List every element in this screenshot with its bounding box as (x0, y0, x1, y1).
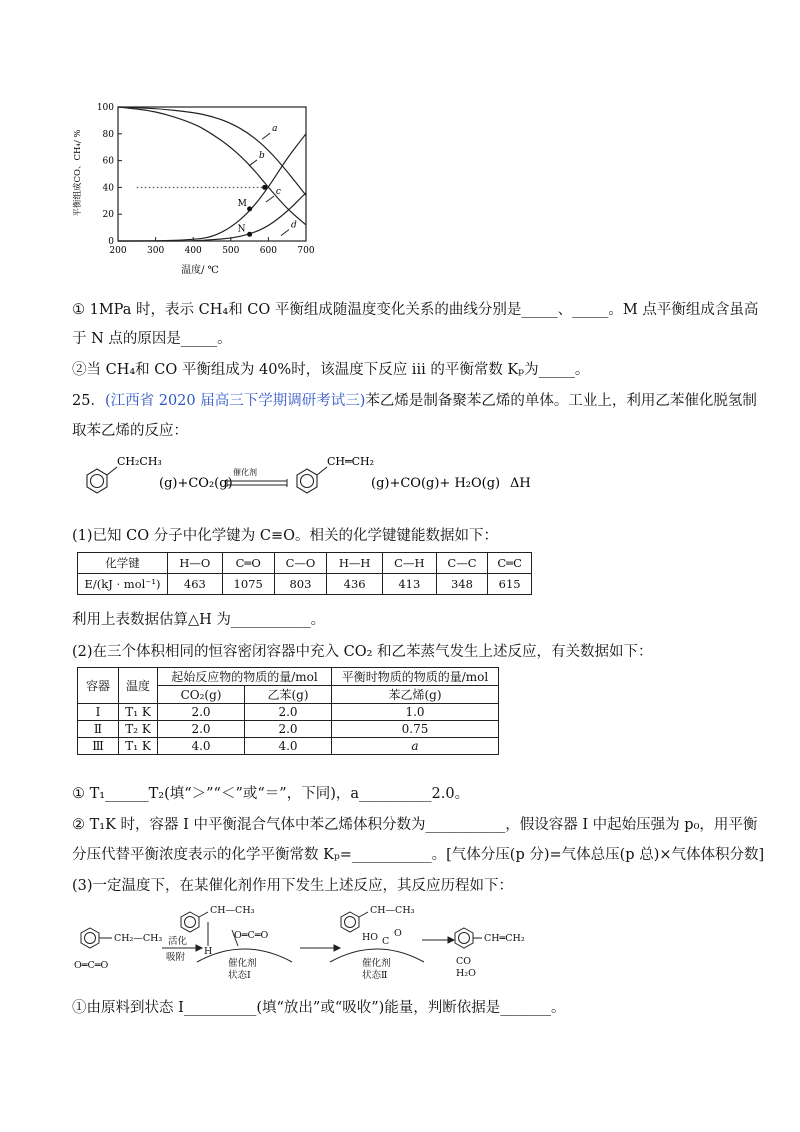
arrow1-bottom: 吸附 (166, 952, 186, 963)
state1-catalyst: 催化剂 (228, 958, 257, 969)
problem-25-number: 25． (72, 393, 105, 409)
bond-cell: 413 (383, 574, 437, 595)
state2-c: C (382, 936, 390, 947)
bond-cell: 348 (436, 574, 488, 595)
section2-q2-line2: 分压代替平衡浓度表示的化学平衡常数 Kₚ=___________。[气体分压(p 分)=气体总压(p 总)×气体体积分数] (72, 847, 765, 863)
table-row: Ⅲ T₁ K 4.0 4.0 a (78, 738, 499, 755)
section2-q2-line1: ② T₁K 时，容器 I 中平衡混合气体中苯乙烯体积分数为___________，假设容器 I 中起始压强为 p₀，用平衡 (72, 817, 758, 833)
section3-q1: ①由原料到状态 I__________(填“放出”或“吸收”)能量，判断依据是_______。 (72, 1000, 566, 1016)
section1-intro: (1)已知 CO 分子中化学键为 C≡O。相关的化学键键能数据如下： (72, 528, 498, 544)
y-tick-label: 0 (108, 237, 114, 247)
bond-cell: 463 (168, 574, 223, 595)
bond-energy-table (77, 552, 532, 595)
section2-q1: ① T₁______T₂(填“＞”“＜”或“＝”，下同)，a__________2.0。 (72, 786, 470, 802)
bond-cell: H—O (168, 553, 223, 574)
problem-25-source: (江西省 2020 届高三下学期调研考试三) (104, 393, 366, 409)
bond-table-row (78, 574, 532, 595)
bond-cell: C═O (222, 553, 274, 574)
x-tick-label: 500 (222, 246, 240, 256)
reactant-co2: O═C═O (74, 960, 109, 971)
table-row: Ⅰ T₁ K 2.0 2.0 1.0 (78, 704, 499, 721)
bond-cell: E/(kJ · mol⁻¹) (78, 574, 168, 595)
bond-cell: 615 (488, 574, 532, 595)
table-header: 温度 (119, 668, 158, 704)
x-tick-label: 200 (109, 246, 127, 256)
point-marker (247, 232, 252, 237)
series-line-a (118, 107, 306, 198)
equation-left: (g)+CO₂(g) (159, 476, 233, 491)
benzene-ring-ethylbenzene (87, 467, 117, 493)
table-header: 起始反应物的物质的量/mol (158, 668, 332, 686)
mechanism-diagram (72, 900, 572, 988)
q1-line1: ① 1MPa 时，表示 CH₄和 CO 平衡组成随温度变化关系的曲线分别是_____、_____。M 点平衡组成含虽高 (72, 302, 759, 318)
equilibrium-arrow (227, 479, 287, 487)
product-chain: CH═CH₂ (484, 933, 525, 944)
series-line-d (118, 193, 306, 241)
y-tick-label: 60 (102, 156, 114, 167)
y-tick-label: 80 (102, 129, 114, 140)
x-tick-label: 700 (297, 246, 315, 256)
point-label-M: M (237, 198, 247, 209)
series-pointer-d (281, 230, 289, 236)
series-label-d: d (290, 220, 297, 231)
product-co: CO (456, 956, 472, 967)
state2-chain: CH—CH₃ (370, 905, 415, 916)
x-tick-label: 400 (184, 246, 202, 256)
bond-cell: 化学键 (78, 553, 168, 574)
bond-cell: C—O (274, 553, 327, 574)
x-tick-label: 300 (147, 246, 165, 256)
series-line-b (118, 107, 306, 225)
point-marker (247, 206, 252, 211)
table-header: 乙苯(g) (245, 686, 332, 704)
state2-ho: HO (362, 932, 379, 943)
point-label-N: N (237, 224, 246, 235)
state1-chain: CH—CH₃ (210, 905, 255, 916)
table-row: Ⅱ T₂ K 2.0 2.0 0.75 (78, 721, 499, 738)
bond-table-header (78, 553, 532, 574)
chart-xlabel: 温度/ ℃ (181, 265, 219, 276)
table-header: CO₂(g) (158, 686, 245, 704)
product-h2o: H₂O (456, 968, 476, 979)
chart-ylabel: 平衡组成CO、CH₄/ % (73, 129, 83, 217)
bond-cell: 803 (274, 574, 327, 595)
q2-line: ②当 CH₄和 CO 平衡组成为 40%时，该温度下反应 iii 的平衡常数 Kₚ为_____。 (72, 362, 590, 378)
bond-cell: 436 (327, 574, 383, 595)
x-tick-label: 600 (259, 246, 277, 256)
container-table (77, 667, 499, 755)
equation-delta-h: ΔH (510, 476, 531, 491)
equilibrium-chart (70, 95, 330, 285)
table-header: 平衡时物质的物质的量/mol (332, 668, 499, 686)
section2-intro: (2)在三个体积相同的恒容密闭容器中充入 CO₂ 和乙苯蒸气发生上述反应，有关数据如下： (72, 644, 653, 660)
section3-intro: (3)一定温度下，在某催化剂作用下发生上述反应，其反应历程如下： (72, 878, 514, 894)
y-tick-label: 20 (102, 210, 114, 221)
catalyst-label: 催化剂 (233, 468, 257, 477)
point-marker (262, 185, 267, 190)
equation-right: (g)+CO(g)+ H₂O(g) (371, 476, 501, 491)
table-header: 苯乙烯(g) (332, 686, 499, 704)
state2-catalyst: 催化剂 (362, 958, 391, 969)
reaction-equation (75, 445, 555, 505)
bond-cell: C—H (383, 553, 437, 574)
state1-co2: O═C═O (234, 930, 269, 941)
series-pointer-c (266, 196, 274, 202)
problem-25-line1 (72, 391, 757, 411)
series-label-a: a (272, 124, 278, 135)
benzene-ring-styrene (297, 467, 327, 493)
section1-after: 利用上表数据估算△H 为___________。 (72, 612, 326, 628)
state1-label: 状态Ⅰ (228, 970, 251, 981)
bond-cell: 1075 (222, 574, 274, 595)
series-pointer-a (262, 133, 270, 139)
y-tick-label: 40 (102, 183, 114, 194)
bond-cell: C═C (488, 553, 532, 574)
ethylbenzene-chain: CH₂CH₃ (117, 455, 162, 468)
bond-cell: C—C (436, 553, 488, 574)
y-tick-label: 100 (96, 103, 114, 113)
series-pointer-b (249, 160, 257, 166)
plot-frame (118, 107, 306, 241)
state2-label: 状态Ⅱ (362, 970, 388, 981)
bond-cell: H—H (327, 553, 383, 574)
series-label-c: c (275, 187, 281, 198)
reactant-chain: CH₂—CH₃ (114, 933, 163, 944)
problem-25-line2: 取苯乙烯的反应： (72, 423, 188, 439)
state2-o: O (394, 928, 402, 939)
table-header: 容器 (78, 668, 119, 704)
arrow1-top: 活化 (168, 936, 188, 947)
series-label-b: b (259, 150, 265, 161)
problem-25-text: 苯乙烯是制备聚苯乙烯的单体。工业上，利用乙苯催化脱氢制 (365, 393, 757, 409)
q1-line2: 于 N 点的原因是_____。 (72, 331, 232, 347)
state1-h: H (204, 946, 213, 957)
styrene-chain: CH═CH₂ (327, 455, 375, 468)
